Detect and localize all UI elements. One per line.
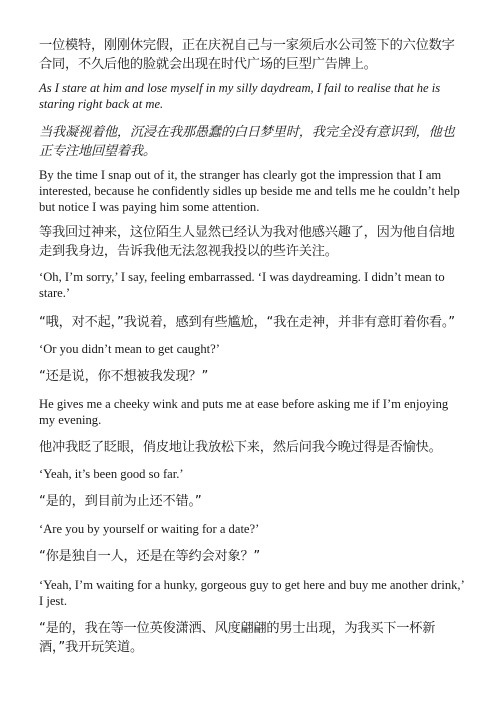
paragraph-zh-17: “是的，我在等一位英俊潇洒、风度翩翩的男士出现，为我买下一杯新酒，”我开玩笑道。 [39, 621, 436, 655]
paragraph-en-6: ‘Oh, I’m sorry,’ I say, feeling embarrassed. ‘I was daydreaming. I didn’t mean to stare.’ [39, 270, 445, 300]
paragraph-en-8: ‘Or you didn’t mean to get caught?’ [39, 342, 220, 356]
paragraph-en-14: ‘Are you by yourself or waiting for a date?’ [39, 522, 260, 536]
paragraph-zh-15: “你是独自一人，还是在等约会对象？” [39, 549, 261, 564]
paragraph-zh-13: “是的，到目前为止还不错。” [39, 494, 202, 509]
paragraph-zh-5: 等我回过神来，这位陌生人显然已经认为我对他感兴趣了，因为他自信地走到我身边，告诉我他无法忽视我投以的些许关注。 [39, 225, 455, 259]
paragraph-en-2: As I stare at him and lose myself in my silly daydream, I fail to realise that he is staring right back at me. [39, 81, 441, 111]
paragraph-en-4: By the time I snap out of it, the stranger has clearly got the impression that I am interested, because he confidently sidles up beside me and tells me he couldn’t help but notice I was paying him some attention. [39, 168, 460, 214]
paragraph-zh-7: “哦，对不起，”我说着，感到有些尴尬，“我在走神，并非有意盯着你看。” [39, 315, 455, 330]
paragraph-zh-11: 他冲我眨了眨眼，俏皮地让我放松下来，然后问我今晚过得是否愉快。 [39, 440, 442, 455]
paragraph-en-12: ‘Yeah, it’s been good so far.’ [39, 467, 184, 481]
paragraph-en-16: ‘Yeah, I’m waiting for a hunky, gorgeous guy to get here and buy me another drink,’ I jest. [39, 578, 464, 608]
paragraph-en-10: He gives me a cheeky wink and puts me at ease before asking me if I’m enjoying my evening. [39, 397, 449, 427]
paragraph-zh-3: 当我凝视着他，沉浸在我那愚蠢的白日梦里时，我完全没有意识到，他也正专注地回望着我。 [39, 125, 455, 159]
paragraph-zh-1: 一位模特，刚刚休完假，正在庆祝自己与一家须后水公司签下的六位数字合同，不久后他的脸就会出现在时代广场的巨型广告牌上。 [39, 38, 455, 72]
paragraph-zh-9: “还是说，你不想被我发现？” [39, 369, 209, 384]
